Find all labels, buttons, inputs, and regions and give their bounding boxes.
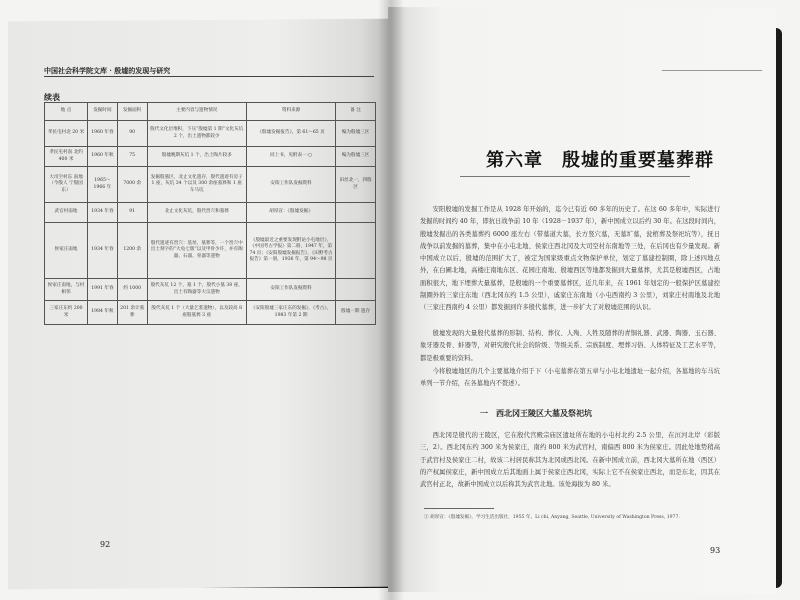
table-cell: 殷代文化层堆积，下压“殷墟第 1 期”文化灰坑 2 个，出土遗物都较少 [147,121,246,147]
table-cell [336,223,376,279]
table-cell: 编为殷墟三区 [336,147,376,167]
column-header: 主要内容与遗物情况 [147,103,246,121]
table-cell: 安阳工作队发掘资料 [246,167,335,203]
table-cell: 1934 年春 [88,203,118,223]
footnote-rule [424,508,494,509]
left-page-number: 92 [100,540,111,549]
table-cell: 1984 年秋 [88,301,118,325]
table-cell: 发掘殷墓区，北止文化遗存，殷代遗迹有房子 1 座，灰坑 34 个以及 300 余座墓葬和 1 座车马坑 [147,167,246,203]
table-cell: 殷墟一期 遗存 [336,301,376,325]
chapter-title-rule [460,176,690,177]
table-cell: 胡厚宣：《殷墟发掘》 [246,203,335,223]
table-cell: 孝民屯村南 北约 400 米 [45,147,88,167]
right-header-rule [662,70,762,71]
table-cell: 北止文化灰坑，殷代窖穴和墓葬 [147,203,246,223]
table-cell: 殷墟晚期灰坑 1 个，出土陶片较多 [147,147,246,167]
section-heading: 一 西北冈王陵区大墓及祭祀坑 [480,408,592,418]
table-cell: 殷代遗迹有窖穴：基址，墓葬等，一个窖穴中出土刻字的“大龟七版”以及甲骨少许，并有陶器、石器、骨器等遗物 [147,223,246,279]
table-cell: 安阳工作队发掘资料 [246,279,335,301]
table-cell: 75 [117,147,147,167]
table-cell: 1965～1966 年 [88,167,118,203]
table-cell: 《殷墟最近之重要发现附论小屯地层》，《中国考古学报》第二册，1947 年，第 74 页；《安阳殷墟发掘报告》，《田野考古报告》第一册，1936 年，第 94～98 页 [246,223,335,279]
table-cell: 殷代灰坑 12 个，墓 1 个，殷代小墓 38 座，出土有陶器等大宗遗物 [147,279,246,301]
table-cell: 1934 年春 [88,223,118,279]
section-paragraph: 西北冈是殷代的王陵区，它在殷代宫殿宗庙区遗址所在地的小屯村北约 2.5 公里，在洹河北岸（彩版三，2）。西北冈东约 300 米为侯家庄，南约 800 米为武官村，南偏西 800 米为侯家庄。因此处地势稍高于武官村及侯家庄二村，故该二村居民称其为北冈或西北冈。在新中国成立前，西北冈大墓所在地（西区）的产权属侯家庄，新中国成立后其地面上属于侯家庄西北冈，实际上它不在侯家庄西北，而是东北，因其在武官村正北，故新中国成立以后称其为武官北地。该处海拔为 80 米。 [420,432,720,489]
table-cell: 201 余计墓葬 [117,301,147,325]
table-cell: 1200 余 [117,223,147,279]
table-cell: 大司空村东 南地（今殷人 宁殷园东） [45,167,88,203]
column-header: 发掘时间 [88,103,118,121]
table-cell: 田丝北一，四殷区 [336,167,376,203]
right-page-number: 93 [710,546,721,555]
table-cell: 《安阳殷墟三家庄东的发掘》，《考古》，1983 年第 2 期 [246,301,335,325]
excavation-table [44,102,376,325]
table-cell: 1960 年秋 [88,147,118,167]
table-cell: 三家庄东约 200 米 [45,301,88,325]
table-cell: 90 [117,121,147,147]
table-cell: 1991 年春 [88,279,118,301]
table-cell: 殷代灰坑 1 个（大量乞浆遗物），以及较高 8 座殷墓葬 3 座 [147,301,246,325]
body-paragraph: 安阳殷墟的发掘工作是从 1928 年开始的，迄今已有近 60 多年的历史了。在这 60 多年中，实际进行发掘的时间约 40 年，即抗日战争前 10 年（1928－1937 年），新中国成立以后约 30 年。在这段时间内，殷墟发掘出的各类墓葬约 6000 座左右（带墓道大墓，长方竖穴墓，无墓圹墓，瓮棺葬及祭祀坑等），抚日战争以前发掘的墓葬，集中在小屯北地、侯家庄西北冈及大司空村东南地等三处，在后冈也有少量发现。新中国成立以后，殷墟的范围扩大了，被定为国家级重点文物保护单位，划定了墓建控制圈，除上述四地点外，在白圃北地，高楼庄南地东区、花园庄南地、殷墟西区等地都发掘到大量墓葬，尤其是殷墟西区，占地面积很大，地下埋葬大量墓葬，是殷墟的一个重要墓葬区，近几年来，在 1961 年划定的一般保护区墓建控制圈外的三家庄东地（西北冈东约 1.5 公里），戚家庄东南地（小屯西南约 3 公里），刘家庄村南地及北地（三家庄西南约 4 公里）都发掘到许多殷代墓葬，进一步扩大了对殷墟范围的认识。 [420,206,720,312]
table-row [45,301,376,325]
footnote: ① 胡厚宣：《殷墟发掘》，学习生活出版社，1955 年。Li chi, Anyang, Seattle, University of Washington Press, 1977. [424,515,680,520]
table-cell: 《殷墟发掘报告》，第 61～65 页 [246,121,335,147]
table-row [45,223,376,279]
table-cell [336,279,376,301]
table-cell: 侯家庄南地，与村相邻 [45,279,88,301]
left-running-header: 中国社会科学院文库 · 殷墟的发现与研究 [44,66,171,75]
table-row [45,121,376,147]
column-header: 地 点 [45,103,88,121]
book-gutter-shadow [378,0,404,600]
left-header-rule [44,76,374,77]
table-row [45,147,376,167]
table-cell [336,203,376,223]
table-header-row [45,103,376,121]
table-cell: 武官村南地 [45,203,88,223]
table-cell: 侯家庄南地 [45,223,88,279]
body-paragraph: 殷墟发现的大量殷代墓葬的形制、结构、葬仪、人殉、人牲及随葬的青铜礼器、武器、陶器、玉石器、象牙器及骨、蚌器等，对研究殷代社会的阶级、等级关系、宗族制度、埋葬习俗、人体特征及工艺水平等，都是极重要的资料。 [420,330,720,362]
table-cell: 同上书，见附表一·○ [246,147,335,167]
table-cell: 编为殷墟三区 [336,121,376,147]
table-cell: 7000 余 [117,167,147,203]
table-row [45,167,376,203]
column-header: 资料来源 [246,103,335,121]
table-row [45,279,376,301]
table-cell: 91 [117,203,147,223]
table-cell: 约 1000 [117,279,147,301]
column-header: 备 注 [336,103,376,121]
table-title: 续表 [44,92,60,102]
table-row [45,203,376,223]
table-cell: 1960 年春 [88,121,118,147]
chapter-title: 第六章 殷墟的重要墓葬群 [486,150,714,171]
body-paragraph: 今将殷墟地区的几个主要墓地介绍于下（小屯墓葬在第五章与小屯北地遗址一起介绍，各墓地的车马坑单列一节介绍，在各墓地内不赘述）。 [420,368,720,388]
column-header: 发掘面积 [117,103,147,121]
table-cell: 孝民屯村北 20 米 [45,121,88,147]
